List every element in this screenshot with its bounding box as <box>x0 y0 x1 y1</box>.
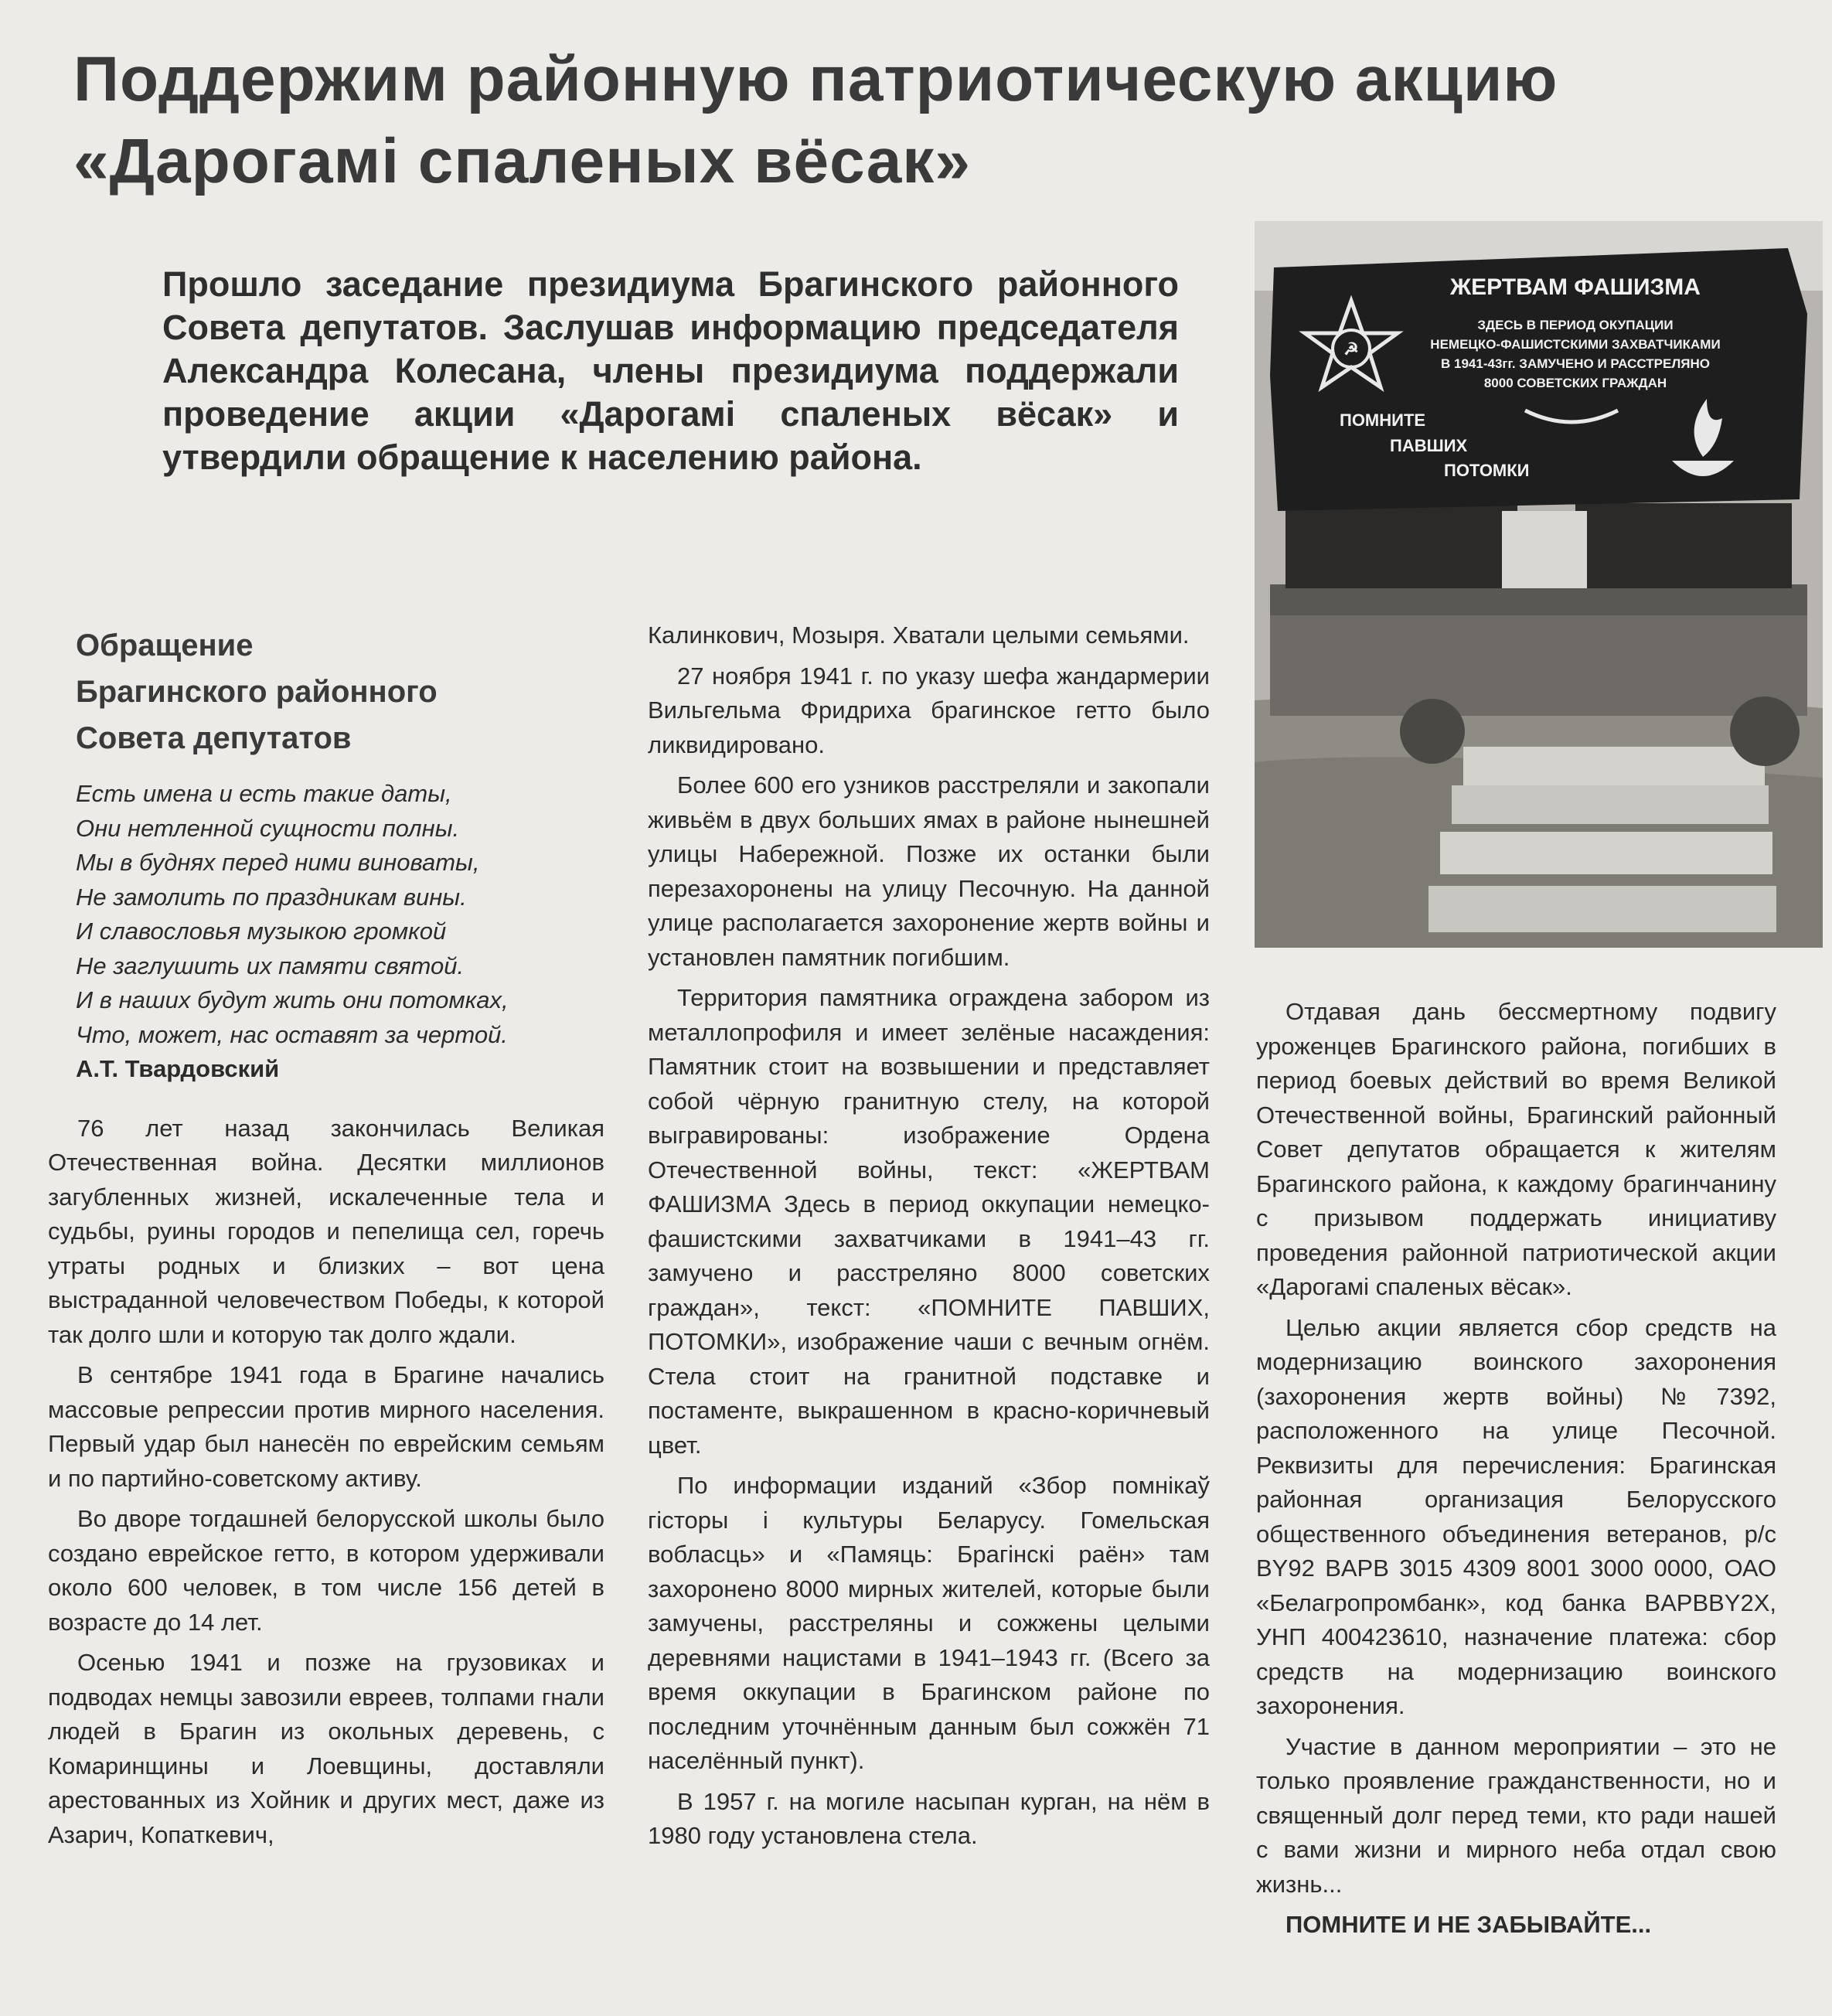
headline-line-1: Поддержим районную патриотическую акцию <box>73 44 1558 114</box>
poem-line: Не замолить по праздникам вины. <box>76 883 467 911</box>
paragraph: В 1957 г. на могиле насыпан курган, на нём в 1980 году установлена стела. <box>648 1787 1210 1849</box>
paragraph: В сентябре 1941 года в Брагине начались массовые репрессии против мирного населения. Первый удар был нанесён по еврейским семьям и по партийно-советскому активу. <box>48 1361 604 1492</box>
headline-line-2: «Дарогамі спаленых вёсак» <box>73 126 971 196</box>
paragraph: Территория памятника ограждена забором из металлопрофиля и имеет зелёные насаждения: Памятник стоит на возвышении и представляет собой чёрную гранитную стелу, на которой выгравированы: изображение Ордена Отечественной войны, текст: «ЖЕРТВАМ ФАШИЗМА Здесь в период оккупации немецко-фашистскими захватчиками в 1941–43 гг. замучено и расстреляно 8000 советских граждан», текст: «ПОМНИТЕ ПАВШИХ, ПОТОМКИ», изображение чаши с вечным огнём. Стела стоит на гранитной подставке и постаменте, выкрашенном в красно-коричневый цвет. <box>648 984 1210 1459</box>
appeal-heading-line-3: Совета депутатов <box>76 721 352 755</box>
paragraph: Целью акции является сбор средств на модернизацию воинского захоронения (захоронения жертв войны) №7392, расположенного на улице Песочной. Реквизиты для перечисления: Брагинская районная организация Белорусского общественного объединения ветеранов, р/с BY92 BAPB 3015 4309 8001 3000 0000, ОАО «Белагропромбанк», код банка BAPBBY2X, УНП 400423610, назначение платежа: сбор средств на модернизацию воинского захоронения. <box>1256 1313 1776 1719</box>
poem-line: Есть имена и есть такие даты, <box>76 780 452 807</box>
memorial-illustration <box>1255 221 1823 948</box>
poem-line: И славословья музыкою громкой <box>76 918 447 945</box>
column-3 <box>1256 995 1776 1943</box>
inscription-line-2: НЕМЕЦКО-ФАШИСТСКИМИ ЗАХВАТЧИКАМИ <box>1430 337 1721 352</box>
inscription-line-3: В 1941-43гг. ЗАМУЧЕНО И РАССТРЕЛЯНО <box>1441 356 1710 371</box>
paragraph: 27 ноября 1941 г. по указу шефа жандармерии Вильгельма Фридриха брагинское гетто было ликвидировано. <box>648 662 1210 758</box>
paragraph: Более 600 его узников расстреляли и закопали живьём в двух больших ямах в районе нынешней улицы Набережной. Позже их останки были перезахоронены на улицу Песочную. На данной улице располагается захоронение жертв войны и установлен памятник погибшим. <box>648 771 1210 971</box>
closing-slogan: ПОМНИТЕ И НЕ ЗАБЫВАЙТЕ... <box>1285 1911 1652 1938</box>
poem-line: Не заглушить их памяти святой. <box>76 952 465 979</box>
inscription-title: ЖЕРТВАМ ФАШИЗМА <box>1450 274 1701 300</box>
poem-line: И в наших будут жить они потомках, <box>76 986 509 1013</box>
article-headline <box>73 39 1774 203</box>
flowers-right <box>1730 696 1800 766</box>
lead-paragraph: Прошло заседание президиума Брагинского районного Совета депутатов. Заслушав информацию председателя Александра Колесана, члены президиума поддержали проведение акции «Дарогамі спаленых вёсак» и утвердили обращение к населению района. <box>162 264 1179 477</box>
poem-line: Они нетленной сущности полны. <box>76 814 460 842</box>
paragraph: Отдавая дань бессмертному подвигу уроженцев Брагинского района, погибших в период боевых действий во время Великой Отечественной войны, Брагинский районный Совет депутатов обращается к жителям Брагинского района, к каждому брагинчанину с призывом поддержать инициативу проведения районной патриотической акции «Дарогамі спаленых вёсак». <box>1256 998 1776 1300</box>
memory-line-2: ПАВШИХ <box>1390 436 1468 455</box>
appeal-heading <box>76 622 604 761</box>
memorial-photo <box>1255 221 1823 948</box>
svg-text:☭: ☭ <box>1343 339 1359 359</box>
inscription-line-4: 8000 СОВЕТСКИХ ГРАЖДАН <box>1483 376 1667 390</box>
inscription-line-1: ЗДЕСЬ В ПЕРИОД ОКУПАЦИИ <box>1477 318 1674 332</box>
appeal-heading-line-1: Обращение <box>76 628 254 662</box>
paragraph: Калинкович, Мозыря. Хватали целыми семьями. <box>648 621 1190 649</box>
poem-line: Что, может, нас оставят за чертой. <box>76 1020 508 1048</box>
flowers-left <box>1400 699 1465 764</box>
paragraph: 76 лет назад закончилась Великая Отечественная война. Десятки миллионов загубленных жизней, искалеченные тела и судьбы, руины городов и пепелища сел, горечь утраты родных и близких – вот цена выстраданной человечеством Победы, к которой так долго шли и которую так долго ждали. <box>48 1114 604 1348</box>
poem <box>76 777 604 1052</box>
memory-line-3: ПОТОМКИ <box>1444 461 1530 480</box>
column-1 <box>48 622 604 1858</box>
paragraph: Участие в данном мероприятии – это не только проявление гражданственности, но и священный долг перед теми, кто ради нашей с вами жизни и мирного неба отдал свою жизнь... <box>1256 1732 1776 1898</box>
column-2 <box>648 618 1210 1860</box>
appeal-heading-line-2: Брагинского районного <box>76 675 438 709</box>
memory-line-1: ПОМНИТЕ <box>1340 410 1426 430</box>
memorial-steps <box>1428 747 1776 932</box>
poem-author: А.Т. Твардовский <box>76 1055 280 1082</box>
poem-line: Мы в буднях перед ними виноваты, <box>76 849 480 876</box>
paragraph: Во дворе тогдашней белорусской школы было создано еврейское гетто, в котором удерживали около 600 человек, в том числе 156 детей в возрасте до 14 лет. <box>48 1505 604 1636</box>
paragraph: Осенью 1941 и позже на грузовиках и подводах немцы завозили евреев, толпами гнали людей в Брагин из окольных деревень, с Комаринщины и Лоевщины, доставляли арестованных из Хойник и других мест, даже из Азарич, Копаткевич, <box>48 1649 604 1848</box>
paragraph: По информации изданий «Збор помнікаў гісторы і культуры Беларусу. Гомельская вобласць» и «Памяць: Брагінскі раён» там захоронено 8000 мирных жителей, которые были замучены, расстреляны и сожжены целыми деревнями нацистами в 1941–1943 гг. (Всего за время оккупации в Брагинском районе по последним уточнённым данным был сожжён 71 населённый пункт). <box>648 1472 1210 1774</box>
